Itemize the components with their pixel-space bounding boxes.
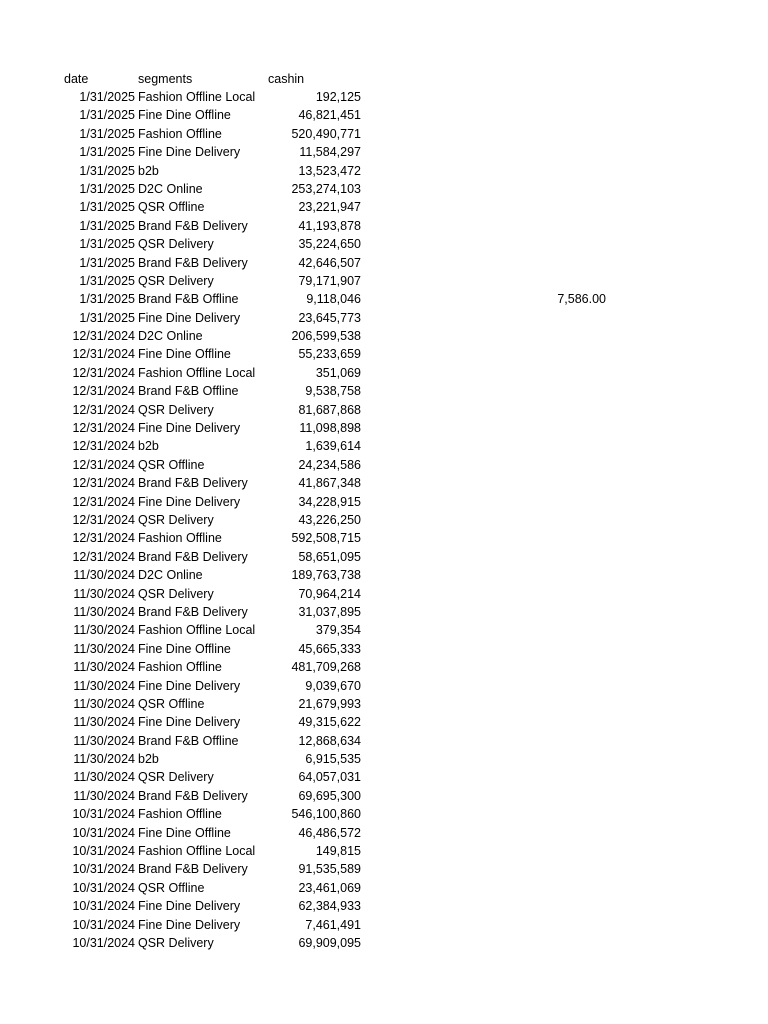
cell-date[interactable]: 1/31/2025 [79, 218, 135, 233]
cell-segment[interactable]: Fine Dine Delivery [138, 678, 241, 693]
cell-segment[interactable]: Brand F&B Offline [138, 292, 239, 307]
cell-segment[interactable]: Fine Dine Delivery [138, 494, 241, 509]
table-row [0, 640, 768, 658]
cell-date[interactable]: 12/31/2024 [72, 384, 135, 399]
cell-segment[interactable]: Fine Dine Delivery [138, 715, 241, 730]
table-row [0, 106, 768, 124]
cell-cashin[interactable]: 9,039,670 [305, 678, 361, 693]
cell-segment[interactable]: Fine Dine Offline [138, 108, 231, 123]
table-row [0, 879, 768, 897]
cell-date[interactable]: 11/30/2024 [73, 623, 135, 638]
table-row [0, 695, 768, 713]
table-row [0, 456, 768, 474]
cell-segment[interactable]: Fashion Offline Local [138, 844, 256, 859]
table-row [0, 493, 768, 511]
cell-segment[interactable]: Fashion Offline [138, 660, 222, 675]
cell-date[interactable]: 1/31/2025 [79, 108, 135, 123]
cell-segment[interactable]: QSR Delivery [138, 586, 214, 601]
cell-date[interactable]: 12/31/2024 [72, 476, 135, 491]
cell-date[interactable]: 12/31/2024 [72, 329, 135, 344]
cell-cashin[interactable]: 41,193,878 [298, 218, 361, 233]
cell-date[interactable]: 1/31/2025 [79, 145, 135, 160]
cell-date[interactable]: 1/31/2025 [79, 90, 135, 104]
cell-date[interactable]: 11/30/2024 [73, 733, 135, 748]
cell-cashin[interactable]: 189,763,738 [291, 568, 361, 583]
table-row [0, 437, 768, 455]
cell-cashin[interactable]: 46,821,451 [298, 108, 361, 123]
cell-date[interactable]: 10/31/2024 [72, 807, 135, 822]
cell-segment[interactable]: Fashion Offline Local [138, 623, 256, 638]
cell-segment[interactable]: Fine Dine Delivery [138, 310, 241, 325]
table-row [0, 345, 768, 363]
table-row [0, 566, 768, 584]
cell-segment[interactable]: Brand F&B Delivery [138, 604, 248, 619]
cell-cashin[interactable]: 49,315,622 [298, 715, 361, 730]
cell-date[interactable]: 11/30/2024 [73, 696, 135, 711]
cell-date[interactable]: 12/31/2024 [72, 347, 135, 362]
cell-segment[interactable]: QSR Offline [138, 696, 205, 711]
table-row [0, 621, 768, 639]
cell-date[interactable]: 12/31/2024 [72, 494, 135, 509]
cell-date[interactable]: 10/31/2024 [72, 917, 135, 932]
table-row [0, 916, 768, 934]
table-row [0, 162, 768, 180]
cell-date[interactable]: 11/30/2024 [73, 641, 135, 656]
table-row [0, 474, 768, 492]
cell-date[interactable]: 11/30/2024 [73, 788, 135, 803]
cell-date[interactable]: 12/31/2024 [72, 402, 135, 417]
cell-segment[interactable]: QSR Delivery [138, 770, 214, 785]
cell-date[interactable]: 11/30/2024 [73, 586, 135, 601]
data-rows [0, 88, 768, 952]
cell-date[interactable]: 10/31/2024 [72, 899, 135, 914]
cell-date[interactable]: 1/31/2025 [79, 237, 135, 252]
cell-date[interactable]: 1/31/2025 [79, 163, 135, 178]
cell-segment[interactable]: Fine Dine Offline [138, 641, 231, 656]
cell-segment[interactable]: Brand F&B Delivery [138, 862, 248, 877]
cell-segment[interactable]: Fashion Offline [138, 126, 222, 141]
cell-cashin[interactable]: 46,486,572 [298, 825, 361, 840]
table-row [0, 143, 768, 161]
table-row [0, 585, 768, 603]
table-row [0, 805, 768, 823]
table-row [0, 88, 768, 106]
cell-segment[interactable]: QSR Offline [138, 200, 205, 215]
table-row [0, 327, 768, 345]
table-row [0, 658, 768, 676]
cell-date[interactable]: 12/31/2024 [72, 549, 135, 564]
table-row [0, 732, 768, 750]
cell-date[interactable]: 1/31/2025 [79, 200, 135, 215]
stray-cell-value[interactable]: 7,586.00 [557, 292, 606, 306]
cell-segment[interactable]: Brand F&B Delivery [138, 218, 248, 233]
cell-cashin[interactable]: 79,171,907 [298, 273, 361, 288]
cell-cashin[interactable]: 12,868,634 [298, 733, 361, 748]
cell-cashin[interactable]: 13,523,472 [298, 163, 361, 178]
cell-date[interactable]: 12/31/2024 [72, 531, 135, 546]
cell-date[interactable]: 1/31/2025 [79, 292, 135, 307]
cell-date[interactable]: 10/31/2024 [72, 825, 135, 840]
cell-cashin[interactable]: 23,221,947 [298, 200, 361, 215]
table-row [0, 677, 768, 695]
cell-date[interactable]: 11/30/2024 [73, 660, 135, 675]
cell-segment[interactable]: Fashion Offline [138, 807, 222, 822]
cell-segment[interactable]: D2C Online [138, 181, 203, 196]
cell-cashin[interactable]: 253,274,103 [291, 181, 361, 196]
cell-date[interactable]: 11/30/2024 [73, 715, 135, 730]
cell-segment[interactable]: QSR Delivery [138, 237, 214, 252]
cell-date[interactable]: 11/30/2024 [73, 604, 135, 619]
cell-segment[interactable]: Brand F&B Delivery [138, 476, 248, 491]
cell-cashin[interactable]: 23,461,069 [298, 880, 361, 895]
cell-cashin[interactable]: 58,651,095 [298, 549, 361, 564]
table-row [0, 254, 768, 272]
table-row [0, 511, 768, 529]
cell-segment[interactable]: Fashion Offline Local [138, 90, 256, 104]
cell-segment[interactable]: Brand F&B Offline [138, 384, 239, 399]
cell-cashin[interactable]: 70,964,214 [298, 586, 361, 601]
table-row [0, 860, 768, 878]
cell-cashin[interactable]: 9,538,758 [305, 384, 361, 399]
cell-cashin[interactable]: 520,490,771 [291, 126, 361, 141]
cell-cashin[interactable]: 45,665,333 [298, 641, 361, 656]
table-row [0, 235, 768, 253]
table-row [0, 419, 768, 437]
cell-cashin[interactable]: 81,687,868 [298, 402, 361, 417]
cell-cashin[interactable]: 23,645,773 [298, 310, 361, 325]
cell-segment[interactable]: Fine Dine Offline [138, 825, 231, 840]
cell-cashin[interactable]: 149,815 [315, 844, 361, 859]
table-row [0, 198, 768, 216]
cell-date[interactable]: 1/31/2025 [79, 273, 135, 288]
cell-cashin[interactable]: 55,233,659 [298, 347, 361, 362]
table-row [0, 272, 768, 290]
cell-date[interactable]: 1/31/2025 [79, 310, 135, 325]
cell-cashin[interactable]: 592,508,715 [291, 531, 361, 546]
cell-segment[interactable]: D2C Online [138, 329, 203, 344]
table-row [0, 180, 768, 198]
header-date[interactable]: date [64, 72, 89, 86]
cell-cashin[interactable]: 192,125 [315, 90, 361, 104]
cell-segment[interactable]: Fine Dine Delivery [138, 899, 241, 914]
cell-segment[interactable]: b2b [138, 163, 159, 178]
table-row [0, 787, 768, 805]
table-row [0, 934, 768, 952]
cell-date[interactable]: 10/31/2024 [72, 862, 135, 877]
cell-segment[interactable]: QSR Offline [138, 457, 205, 472]
cell-date[interactable]: 10/31/2024 [72, 844, 135, 859]
table-row [0, 897, 768, 915]
cell-date[interactable]: 11/30/2024 [73, 678, 135, 693]
cell-segment[interactable]: Fine Dine Delivery [138, 917, 241, 932]
table-row [0, 309, 768, 327]
cell-segment[interactable]: QSR Offline [138, 880, 205, 895]
header-row [0, 70, 768, 88]
cell-segment[interactable]: QSR Delivery [138, 273, 214, 288]
cell-cashin[interactable]: 481,709,268 [291, 660, 361, 675]
cell-segment[interactable]: Fine Dine Delivery [138, 421, 241, 436]
cell-segment[interactable]: D2C Online [138, 568, 203, 583]
cell-cashin[interactable]: 21,679,993 [298, 696, 361, 711]
cell-segment[interactable]: Brand F&B Offline [138, 733, 239, 748]
cell-date[interactable]: 11/30/2024 [73, 770, 135, 785]
cell-segment[interactable]: b2b [138, 752, 159, 767]
cell-cashin[interactable]: 43,226,250 [298, 512, 361, 527]
cell-date[interactable]: 1/31/2025 [79, 126, 135, 141]
cell-segment[interactable]: Brand F&B Delivery [138, 788, 248, 803]
table-row [0, 364, 768, 382]
table-row [0, 382, 768, 400]
table-row [0, 824, 768, 842]
cell-cashin[interactable]: 1,639,614 [305, 439, 361, 454]
cell-segment[interactable]: Brand F&B Delivery [138, 549, 248, 564]
cell-date[interactable]: 1/31/2025 [79, 255, 135, 270]
cell-cashin[interactable]: 9,118,046 [306, 292, 361, 307]
cell-cashin[interactable]: 35,224,650 [298, 237, 361, 252]
table-row [0, 290, 768, 308]
table-row [0, 529, 768, 547]
cell-segment[interactable]: QSR Delivery [138, 512, 214, 527]
cell-segment[interactable]: Fashion Offline Local [138, 365, 256, 380]
cell-cashin[interactable]: 206,599,538 [291, 329, 361, 344]
cell-date[interactable]: 1/31/2025 [79, 181, 135, 196]
cell-cashin[interactable]: 41,867,348 [298, 476, 361, 491]
cell-date[interactable]: 12/31/2024 [72, 457, 135, 472]
cell-cashin[interactable]: 6,915,535 [305, 752, 361, 767]
cell-segment[interactable]: Brand F&B Delivery [138, 255, 248, 270]
header-cashin[interactable]: cashin [268, 72, 305, 86]
cell-cashin[interactable]: 34,228,915 [298, 494, 361, 509]
table-row [0, 750, 768, 768]
cell-segment[interactable]: QSR Delivery [138, 402, 214, 417]
cell-cashin[interactable]: 69,909,095 [298, 935, 361, 950]
table-row [0, 713, 768, 731]
cell-cashin[interactable]: 11,584,297 [299, 145, 361, 160]
cell-cashin[interactable]: 64,057,031 [298, 770, 361, 785]
table-row [0, 548, 768, 566]
cell-cashin[interactable]: 69,695,300 [298, 788, 361, 803]
cell-date[interactable]: 12/31/2024 [72, 439, 135, 454]
cell-cashin[interactable]: 546,100,860 [291, 807, 361, 822]
cell-date[interactable]: 10/31/2024 [72, 880, 135, 895]
table-row [0, 217, 768, 235]
cell-cashin[interactable]: 62,384,933 [298, 899, 361, 914]
table-row [0, 603, 768, 621]
table-row [0, 401, 768, 419]
table-row [0, 842, 768, 860]
cell-date[interactable]: 12/31/2024 [72, 512, 135, 527]
table-row [0, 768, 768, 786]
cell-cashin[interactable]: 42,646,507 [298, 255, 361, 270]
header-segments[interactable]: segments [138, 72, 193, 86]
cell-date[interactable]: 11/30/2024 [73, 568, 135, 583]
cell-cashin[interactable]: 7,461,491 [305, 917, 361, 932]
cell-cashin[interactable]: 379,354 [315, 623, 361, 638]
cell-cashin[interactable]: 11,098,898 [299, 421, 361, 436]
cell-segment[interactable]: b2b [138, 439, 159, 454]
cell-cashin[interactable]: 24,234,586 [298, 457, 361, 472]
cell-date[interactable]: 12/31/2024 [72, 421, 135, 436]
cell-segment[interactable]: Fine Dine Delivery [138, 145, 241, 160]
cell-cashin[interactable]: 31,037,895 [298, 604, 361, 619]
cell-cashin[interactable]: 351,069 [315, 365, 361, 380]
cell-segment[interactable]: QSR Delivery [138, 935, 214, 950]
cell-date[interactable]: 11/30/2024 [73, 752, 135, 767]
cell-segment[interactable]: Fine Dine Offline [138, 347, 231, 362]
table-row [0, 125, 768, 143]
cell-cashin[interactable]: 91,535,589 [298, 862, 361, 877]
cell-date[interactable]: 12/31/2024 [72, 365, 135, 380]
cell-segment[interactable]: Fashion Offline [138, 531, 222, 546]
cell-date[interactable]: 10/31/2024 [72, 935, 135, 950]
